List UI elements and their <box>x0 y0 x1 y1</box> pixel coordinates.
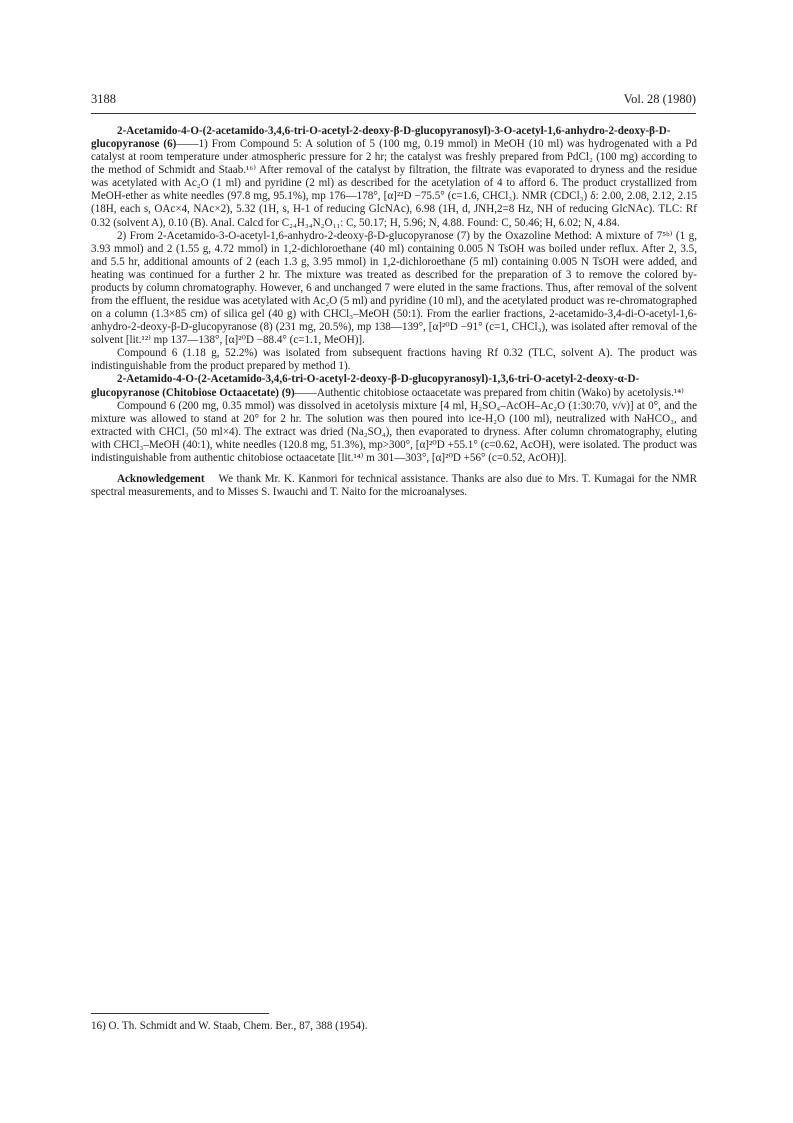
acknowledgement-section <box>91 473 697 499</box>
paragraph-compound-6-method-2: 2) From 2-Acetamido-3-O-acetyl-1,6-anhydro-2-deoxy-β-D-glucopyranose (7) by the Oxazoline Method: A mixture of 7⁵ᵇ⁾ (1 g, 3.93 mmol) and 2 (1.55 g, 4.72 mmol) in 1,2-dichloroethane (40 ml) containing 0.005 N TsOH was boiled under reflux. After 2, 3.5, and 5.5 hr, additional amounts of 2 (each 1.3 g, 3.95 mmol) in 1,2-dichloroethane (5 ml) containing 0.005 N TsOH were added, and heating was continued for a further 2 hr. The mixture was treated as described for the preparation of 3 to remove the colored by-products by column chromatography. However, 6 and unchanged 7 were eluted in the same fractions. Thus, after removal of the solvent from the effluent, the residue was acetylated with Ac₂O (5 ml) and pyridine (10 ml), and the acetylated product was re-chromatographed on a column (1.3×85 cm) of silica gel (40 g) with CHCl₃–MeOH (50:1). From the earlier fractions, 2-acetamido-3,4-di-O-acetyl-1,6-anhydro-2-deoxy-β-D-glucopyranose (8) (231 mg, 20.5%), mp 138—139°, [α]²⁰D −91° (c=1, CHCl₃), was isolated after removal of the solvent [lit.¹²⁾ mp 137—138°, [α]²⁰D −88.4° (c=1.1, MeOH)]. <box>91 229 697 347</box>
paragraph-chitobiose-octaacetate <box>91 373 697 399</box>
running-header <box>91 92 696 108</box>
paragraph-text: ——Authentic chitobiose octaacetate was prepared from chitin (Wako) by acetolysis.¹⁴⁾ <box>294 386 684 399</box>
acknowledgement-paragraph <box>91 473 697 499</box>
header-rule <box>91 113 696 114</box>
acknowledgement-label: Acknowledgement <box>117 473 205 486</box>
compound-9-heading: 2-Aetamido-4-O-(2-Acetamido-3,4,6-tri-O-acetyl-2-deoxy-β-D-glucopyranosyl)-1,3,6-tri-O-acetyl-2-deoxy-α-D-glucopyranose (Chitobiose Octaacetate) (9) <box>91 373 640 399</box>
acknowledgement-text: We thank Mr. K. Kanmori for technical assistance. Thanks are also due to Mrs. T. Kumagai for the NMR spectral measurements, and to Misses S. Iwauchi and T. Naito for the microanalyses. <box>91 473 697 499</box>
journal-volume: Vol. 28 (1980) <box>623 92 696 106</box>
compound-6-heading: 2-Acetamido-4-O-(2-acetamido-3,4,6-tri-O-acetyl-2-deoxy-β-D-glucopyranosyl)-3-O-acetyl-1,6-anhydro-2-deoxy-β-D-glucopyranose (6) <box>91 125 671 151</box>
footnote-16: 16) O. Th. Schmidt and W. Staab, Chem. Ber., 87, 388 (1954). <box>91 1020 368 1032</box>
paragraph-text: ——1) From Compound 5: A solution of 5 (100 mg, 0.19 mmol) in MeOH (10 ml) was hydrogenated with a Pd catalyst at room temperature under atmospheric pressure for 2 hr; the catalyst was freshly prepared from PdCl₂ (100 mg) according to the method of Schmidt and Staab.¹⁶⁾ After removal of the catalyst by filtration, the filtrate was evaporated to dryness and the residue was acetylated with Ac₂O (1 ml) and pyridine (2 ml) as described for the acetylation of 4 to afford 6. The product crystallized from MeOH-ether as white needles (97.8 mg, 95.1%), mp 176—178°, [α]²²D −75.5° (c=1.6, CHCl₃). NMR (CDCl₃) δ: 2.00, 2.08, 2.12, 2.15 (18H, each s, OAc×4, NAc×2), 5.32 (1H, s, H-1 of reducing GlcNAc), 6.98 (1H, d, JNH,2=8 Hz, NH of reducing GlcNAc). TLC: Rf 0.32 (solvent A), 0.10 (B). Anal. Calcd for C₂₄H₃₄N₂O₁₁: C, 50.17; H, 5.96; N, 4.88. Found: C, 50.46; H, 6.02; N, 4.84. <box>91 138 698 229</box>
paragraph-compound-6-method-1 <box>91 125 697 230</box>
paragraph-acetolysis: Compound 6 (200 mg, 0.35 mmol) was dissolved in acetolysis mixture [4 ml, H₂SO₄–AcOH–Ac₂O (1:30:70, v/v)] at 0°, and the mixture was allowed to stand at 20° for 2 hr. The solution was then poured into ice-H₂O (100 ml), neutralized with NaHCO₃, and extracted with CHCl₃ (50 ml×4). The extract was dried (Na₂SO₄), then evaporated to dryness. After column chromatography, eluting with CHCl₃–MeOH (40:1), white needles (120.8 mg, 51.3%), mp>300°, [α]²⁰D +55.1° (c=0.62, AcOH), were isolated. The product was indistinguishable from authentic chitobiose octaacetate [lit.¹⁴⁾ m 301—303°, [α]²⁰D +56° (c=0.52, AcOH)]. <box>91 399 697 464</box>
paragraph-compound-6-isolation: Compound 6 (1.18 g, 52.2%) was isolated from subsequent fractions having Rf 0.32 (TLC, solvent A). The product was indistinguishable from the product prepared by method 1). <box>91 347 697 373</box>
article-body <box>91 125 697 499</box>
page-number: 3188 <box>91 92 116 106</box>
footnote-rule <box>91 1013 269 1014</box>
